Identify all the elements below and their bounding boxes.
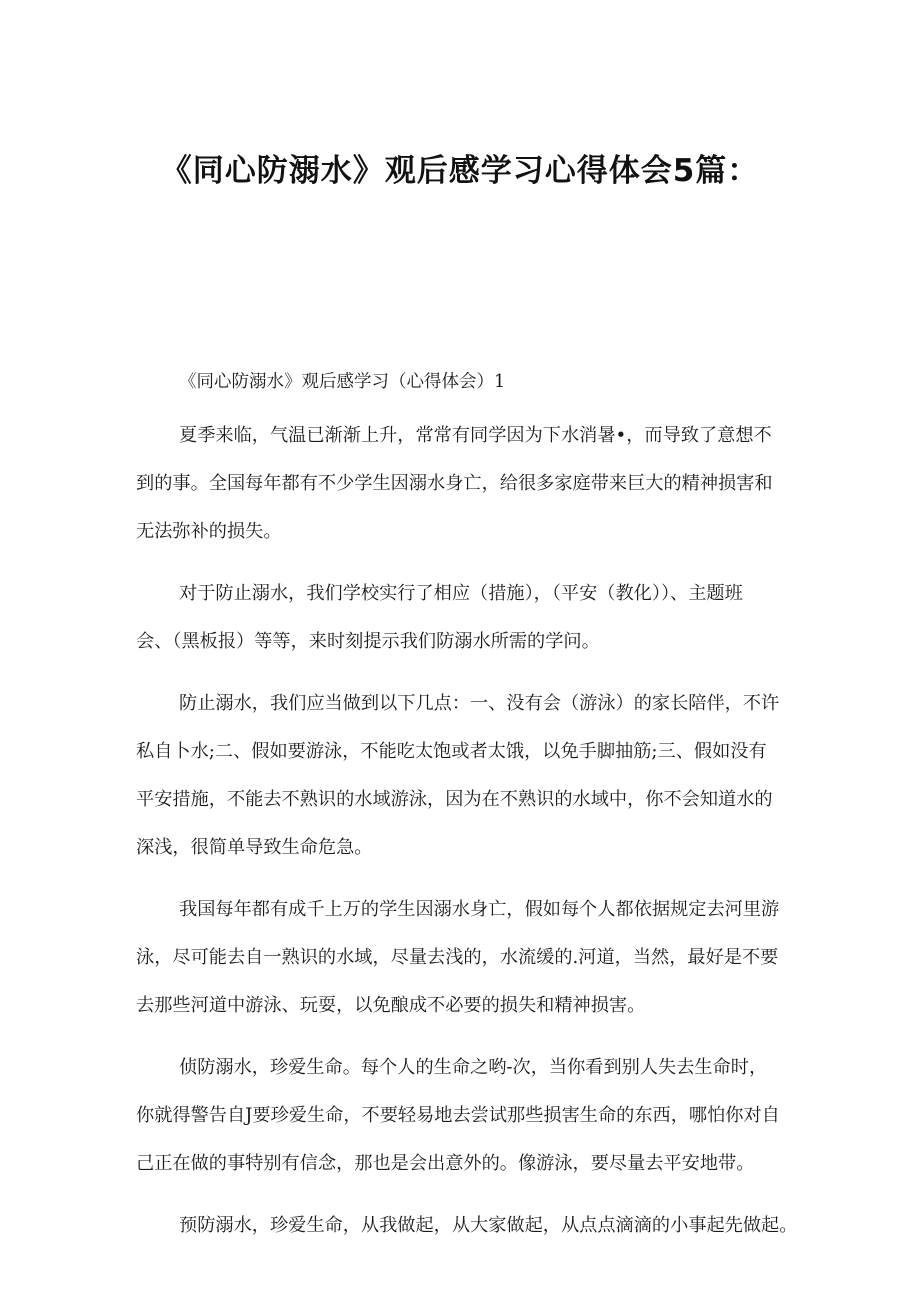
paragraph-4 [136,886,788,1030]
paragraph-line: 会、（黑板报）等等，来时刻提示我们防溺水所需的学问。 [136,631,600,652]
paragraph-line: 到的事。全国每年都有不少学生因溺水身亡，给很多家庭带来巨大的精神损害和 [136,473,773,494]
paragraph-line: 己正在做的事特别有信念，那也是会出意外的。像游泳，要尽量去平安地带。 [136,1153,755,1174]
paragraph-2 [136,570,788,666]
paragraph-line: 我国每年都有成千上万的学生因溺水身亡，假如每个人都依据规定去河里游 [179,899,780,920]
paragraph-line: 预防溺水，珍爱生命，从我做起，从大家做起，从点点滴滴的小事起先做起。 [179,1215,798,1236]
paragraph-3 [136,680,788,872]
paragraph-6 [136,1202,798,1250]
paragraph-line: 无法弥补的损失。 [136,521,282,542]
paragraph-line: 对于防止溺水，我们学校实行了相应（措施），（平安（教化））、主题班 [179,583,743,604]
paragraph-line: 夏季来临，气温已渐渐上升，常常有同学因为下水消暑•，而导致了意想不 [179,425,772,446]
document-body [136,366,798,1250]
paragraph-5 [136,1044,788,1188]
paragraph-line: 去那些河道中游泳、玩耍，以免酿成不必要的损失和精神损害。 [136,995,646,1016]
paragraph-line: 防止溺水，我们应当做到以下几点：一、没有会（游泳）的家长陪伴，不许 [179,693,780,714]
document-title: 《同心防溺水》观后感学习心得体会5篇： [160,152,760,189]
paragraph-1 [136,412,788,556]
paragraph-line: 平安措施，不能去不熟识的水域游泳，因为在不熟识的水域中，你不会知道水的 [136,789,773,810]
paragraph-line: 你就得警告自J要珍爱生命，不要轻易地去尝试那些损害生命的东西，哪怕你对自 [136,1105,780,1126]
paragraph-line: 侦防溺水，珍爱生命。每个人的生命之哟-次，当你看到别人失去生命时， [179,1057,768,1078]
paragraph-line: 泳，尽可能去自一熟识的水域，尽量去浅的，水流缓的.河道，当然，最好是不要 [136,947,779,968]
paragraph-line: 深浅，很简单导致生命危急。 [136,837,373,858]
paragraph-line: 私自卜水;二、假如要游泳，不能吃太饱或者太饿，以免手脚抽筋;三、假如没有 [136,741,767,762]
section-heading: 《同心防溺水》观后感学习（心得体会）1 [179,372,506,392]
